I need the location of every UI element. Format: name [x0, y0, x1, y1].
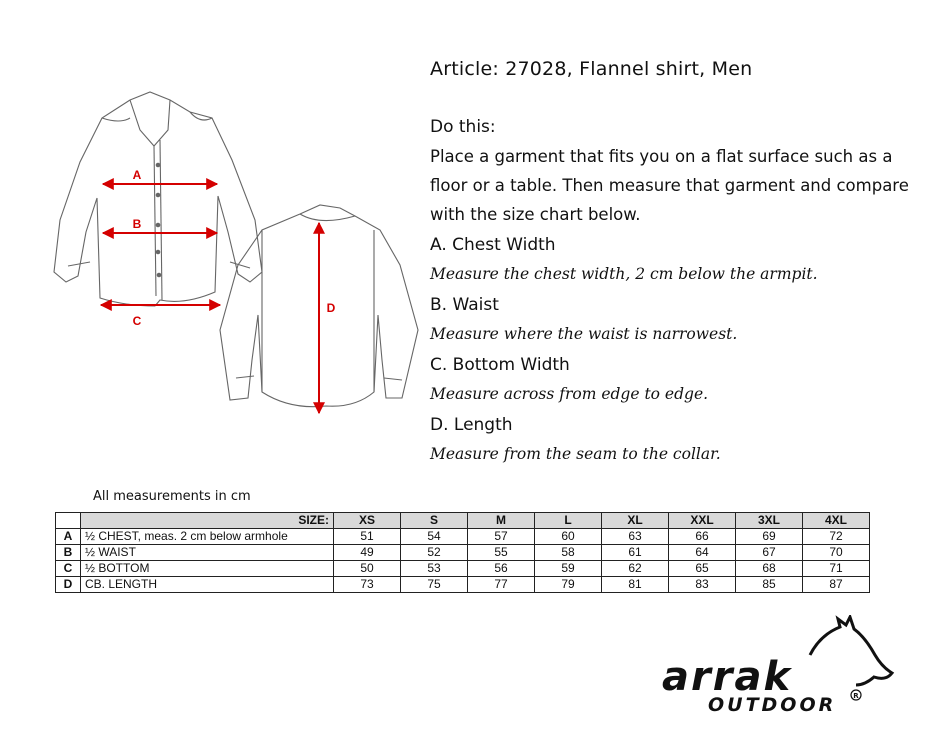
table-cell: 81 — [602, 577, 669, 593]
empty-header-cell — [56, 513, 81, 529]
table-row — [56, 545, 870, 561]
table-cell: 66 — [669, 529, 736, 545]
table-cell: 63 — [602, 529, 669, 545]
article-title: Article: 27028, Flannel shirt, Men — [430, 58, 753, 80]
row-name: ½ BOTTOM — [81, 561, 334, 577]
section-d-desc: Measure from the seam to the collar. — [430, 445, 721, 463]
arrak-outdoor-logo — [660, 615, 900, 715]
table-cell: 60 — [535, 529, 602, 545]
size-header: XXL — [669, 513, 736, 529]
table-cell: 58 — [535, 545, 602, 561]
instructions-text: Place a garment that fits you on a flat surface such as a floor or a table. Then measure that garment and compare with the size chart below. — [430, 147, 909, 224]
row-code: B — [56, 545, 81, 561]
table-cell: 54 — [401, 529, 468, 545]
table-cell: 53 — [401, 561, 468, 577]
size-header: M — [468, 513, 535, 529]
size-header: 3XL — [736, 513, 803, 529]
table-cell: 71 — [803, 561, 870, 577]
table-cell: 87 — [803, 577, 870, 593]
table-cell: 75 — [401, 577, 468, 593]
label-b: B — [132, 217, 142, 231]
brand-sub: OUTDOOR — [708, 694, 837, 715]
section-c-desc: Measure across from edge to edge. — [430, 385, 709, 403]
label-c: C — [132, 314, 142, 328]
size-chart-table — [55, 512, 870, 593]
table-cell: 69 — [736, 529, 803, 545]
size-header: 4XL — [803, 513, 870, 529]
table-row — [56, 529, 870, 545]
size-header: XS — [334, 513, 401, 529]
table-cell: 85 — [736, 577, 803, 593]
table-row — [56, 577, 870, 593]
size-header: S — [401, 513, 468, 529]
table-cell: 59 — [535, 561, 602, 577]
table-cell: 77 — [468, 577, 535, 593]
table-row — [56, 561, 870, 577]
row-code: A — [56, 529, 81, 545]
section-b-label: B. Waist — [430, 295, 499, 315]
table-cell: 64 — [669, 545, 736, 561]
table-cell: 83 — [669, 577, 736, 593]
size-header: XL — [602, 513, 669, 529]
label-a: A — [132, 168, 142, 182]
row-name: ½ CHEST, meas. 2 cm below armhole — [81, 529, 334, 545]
table-cell: 67 — [736, 545, 803, 561]
size-label: SIZE: — [81, 513, 334, 529]
brand-name: arrak — [662, 654, 793, 700]
table-cell: 57 — [468, 529, 535, 545]
registered-mark: R — [853, 692, 859, 700]
table-cell: 49 — [334, 545, 401, 561]
table-cell: 56 — [468, 561, 535, 577]
table-cell: 61 — [602, 545, 669, 561]
table-cell: 52 — [401, 545, 468, 561]
table-cell: 51 — [334, 529, 401, 545]
table-cell: 50 — [334, 561, 401, 577]
table-cell: 65 — [669, 561, 736, 577]
measurement-note: All measurements in cm — [93, 489, 251, 504]
table-cell: 68 — [736, 561, 803, 577]
label-d: D — [326, 301, 336, 315]
section-d-label: D. Length — [430, 415, 513, 435]
section-a-desc: Measure the chest width, 2 cm below the armpit. — [430, 265, 818, 283]
row-code: D — [56, 577, 81, 593]
shirt-diagram — [0, 0, 430, 470]
row-name: ½ WAIST — [81, 545, 334, 561]
wolf-head-icon — [810, 617, 892, 685]
table-cell: 70 — [803, 545, 870, 561]
row-code: C — [56, 561, 81, 577]
table-cell: 72 — [803, 529, 870, 545]
table-cell: 73 — [334, 577, 401, 593]
section-a-label: A. Chest Width — [430, 235, 556, 255]
table-cell: 55 — [468, 545, 535, 561]
section-c-label: C. Bottom Width — [430, 355, 570, 375]
section-b-desc: Measure where the waist is narrowest. — [430, 325, 738, 343]
instructions — [430, 113, 910, 469]
row-name: CB. LENGTH — [81, 577, 334, 593]
table-cell: 62 — [602, 561, 669, 577]
table-cell: 79 — [535, 577, 602, 593]
size-header: L — [535, 513, 602, 529]
instructions-heading: Do this: — [430, 117, 496, 137]
size-header-row — [56, 513, 870, 529]
